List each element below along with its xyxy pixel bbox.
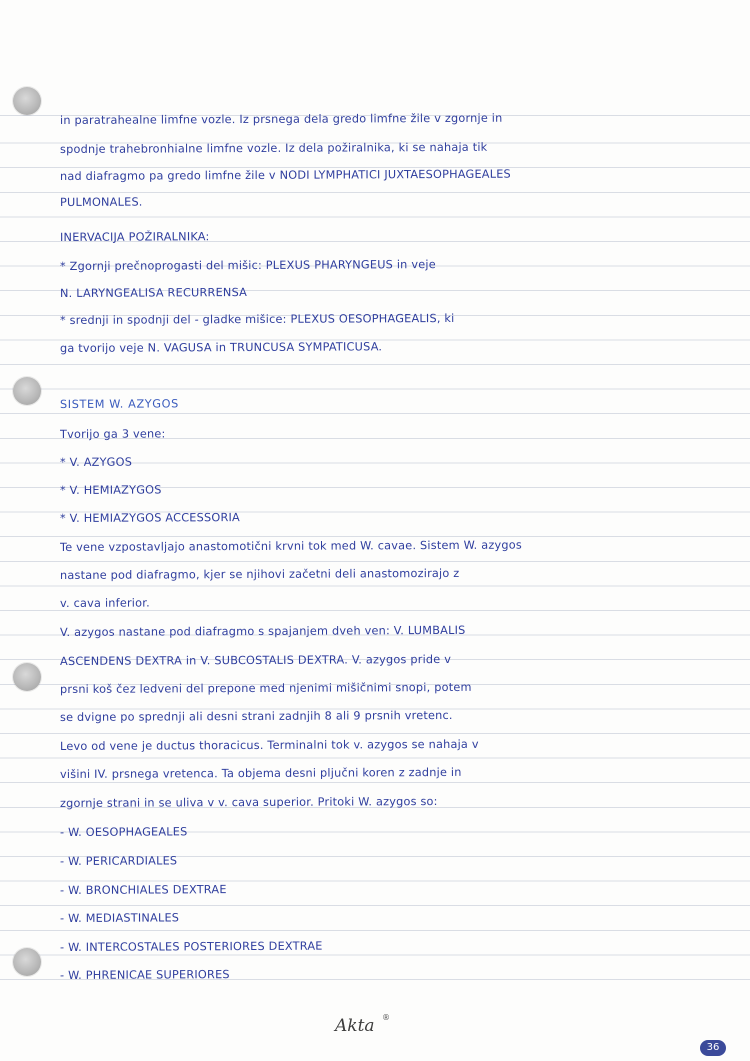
brand-logo: Akta <box>335 1016 375 1036</box>
note-line: * Zgornji prečnoprogasti del mišic: PLEXUS PHARYNGEUS in veje <box>59 258 436 273</box>
note-line: V. azygos nastane pod diafragmo s spajanjem dveh ven: V. LUMBALIS <box>59 623 466 639</box>
page-number: 36 <box>700 1040 726 1056</box>
section-heading: INERVACIJA POŽIRALNIKA: <box>59 230 210 244</box>
note-line: višini IV. prsnega vretenca. Ta objema desni pljučni koren z zadnje in <box>59 765 462 781</box>
list-item: - W. PHRENICAE SUPERIORES <box>59 968 230 982</box>
note-line: Te vene vzpostavljajo anastomotični krvni tok med W. cavae. Sistem W. azygos <box>59 538 522 554</box>
binder-hole-icon <box>13 948 41 976</box>
list-item: - W. OESOPHAGEALES <box>59 825 188 839</box>
registered-mark: ® <box>382 1013 390 1022</box>
note-line: nad diafragmo pa gredo limfne žile v NODI LYMPHATICI JUXTAESOPHAGEALES <box>59 167 511 183</box>
note-line: spodnje trahebronhialne limfne vozle. Iz dela požiralnika, ki se nahaja tik <box>59 140 488 156</box>
binder-hole-icon <box>13 87 41 115</box>
list-item: - W. INTERCOSTALES POSTERIORES DEXTRAE <box>59 939 323 954</box>
note-line: ga tvorijo veje N. VAGUSA in TRUNCUSA SYMPATICUSA. <box>59 340 383 355</box>
list-item: - W. PERICARDIALES <box>59 854 178 868</box>
note-line: zgornje strani in se uliva v v. cava superior. Pritoki W. azygos so: <box>59 795 438 810</box>
note-line: Levo od vene je ductus thoracicus. Terminalni tok v. azygos se nahaja v <box>59 737 479 753</box>
note-line: * srednji in spodnji del - gladke mišice: PLEXUS OESOPHAGEALIS, ki <box>59 311 455 327</box>
list-item: * V. AZYGOS <box>59 455 133 469</box>
note-line: N. LARYNGEALISA RECURRENSA <box>59 286 248 300</box>
note-line <box>60 366 720 369</box>
note-line: prsni koš čez ledveni del prepone med njenimi mišičnimi snopi, potem <box>59 680 472 696</box>
list-item: - W. MEDIASTINALES <box>59 911 180 925</box>
list-item: * V. HEMIAZYGOS <box>59 483 162 497</box>
top-margin <box>0 0 750 112</box>
note-line: Tvorijo ga 3 vene: <box>59 427 166 441</box>
note-line: ASCENDENS DEXTRA in V. SUBCOSTALIS DEXTRA. V. azygos pride v <box>59 652 452 668</box>
note-line: in paratrahealne limfne vozle. Iz prsnega dela gredo limfne žile v zgornje in <box>59 111 503 127</box>
binder-hole-icon <box>13 663 41 691</box>
note-line: v. cava inferior. <box>59 596 150 610</box>
bottom-margin <box>0 1000 750 1061</box>
list-item: * V. HEMIAZYGOS ACCESSORIA <box>59 511 241 525</box>
section-heading: SISTEM W. AZYGOS <box>59 397 179 411</box>
note-line: nastane pod diafragmo, kjer se njihovi začetni deli anastomozirajo z <box>59 566 460 582</box>
note-line: se dvigne po sprednji ali desni strani zadnjih 8 ali 9 prsnih vretenc. <box>59 708 453 724</box>
note-line: PULMONALES. <box>59 195 143 209</box>
binder-hole-icon <box>13 377 41 405</box>
list-item: - W. BRONCHIALES DEXTRAE <box>59 883 227 897</box>
